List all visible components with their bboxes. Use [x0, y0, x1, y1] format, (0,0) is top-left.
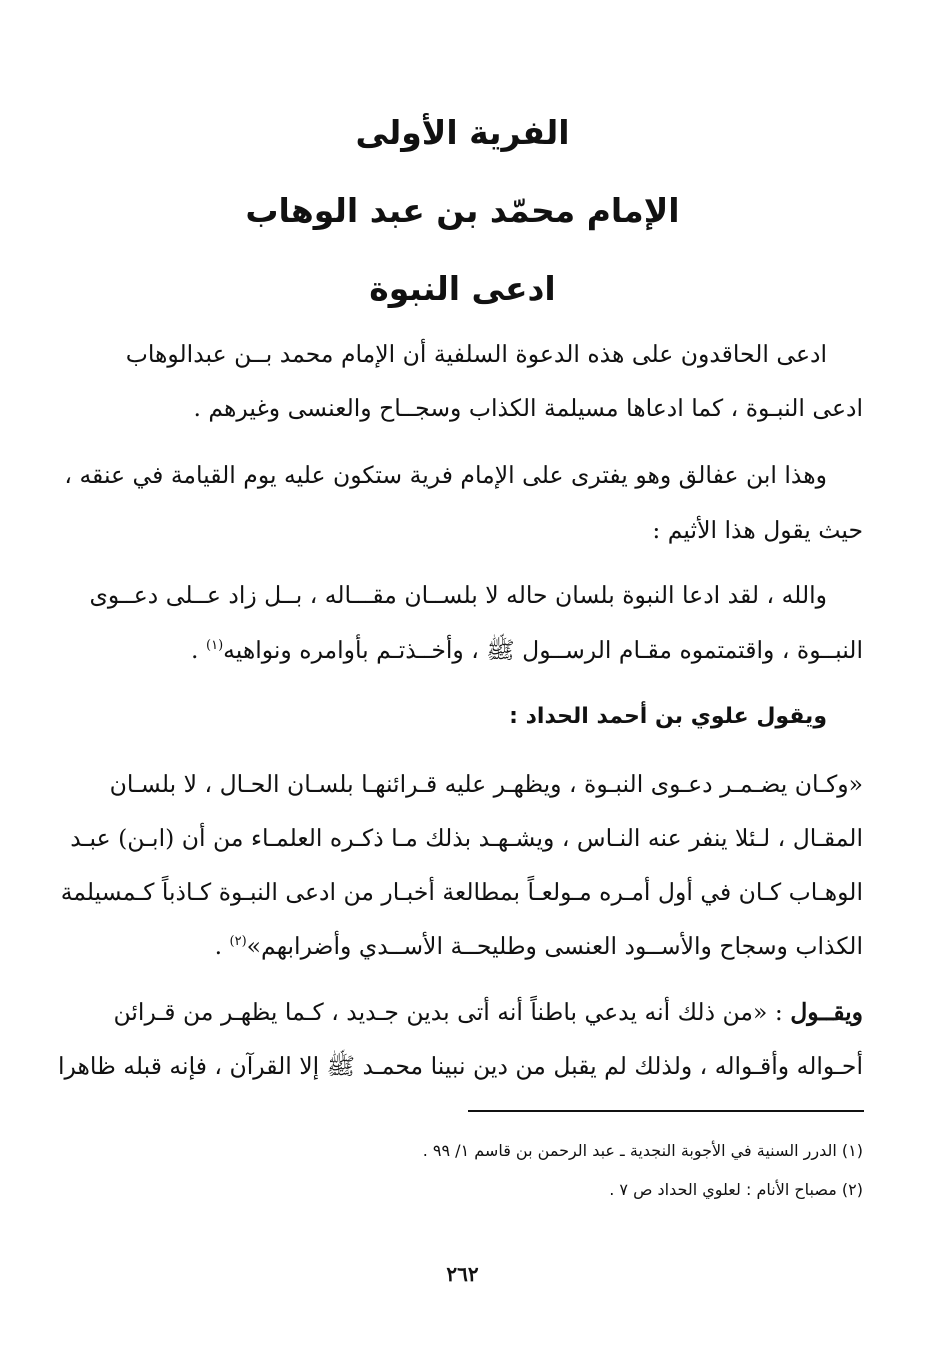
punctuation: . [214, 932, 230, 960]
chapter-subject: الإمام محمّد بن عبد الوهاب [245, 191, 680, 230]
quote-line: الوهـاب كـان في أول أمـره مـولعـاً بمطالعة أخبـار من ادعى النبـوة كـاذباً كـمسيلمة [60, 878, 863, 906]
quote-line [70, 630, 863, 670]
footnote-ref: (٢) [229, 934, 247, 950]
chapter-title: الفرية الأولى [355, 113, 570, 152]
body-line: وهذا ابن عفالق وهو يفترى على الإمام فرية ستكون عليه يوم القيامة في عنقه ، [64, 461, 827, 489]
footnote-divider [468, 1110, 864, 1112]
body-line: ادعى النبـوة ، كما ادعاها مسيلمة الكذاب وسجــاح والعنسى وغيرهم . [193, 394, 863, 422]
quote-line: «وكـان يضـمـر دعـوى النبـوة ، ويظهـر عليه قـرائنهـا بلسـان الحـال ، لا بلسـان [109, 770, 863, 798]
footnote-ref: (١) [206, 638, 224, 654]
chapter-claim: ادعى النبوة [369, 269, 556, 308]
body-line: حيث يقول هذا الأثيم : [652, 516, 863, 544]
quote-line [70, 926, 863, 966]
quote-text: الكذاب وسجاح والأســود العنسى وطليحــة الأســدي وأضرابهم» [246, 932, 863, 960]
page-number: ٢٦٢ [446, 1262, 479, 1286]
quote-line: والله ، لقد ادعا النبوة بلسان حاله لا بلســان مقـــاله ، بــل زاد عــلى دعــوى [89, 581, 827, 609]
speaker-lead: ويقــول [790, 998, 863, 1026]
quote-line: أحـواله وأقـواله ، ولذلك لم يقبل من دين نبينا محمـد ﷺ إلا القرآن ، فإنه قبله ظاهرا [58, 1052, 863, 1080]
quote-line: المقـال ، لـئلا ينفر عنه النـاس ، ويشـهـد بذلك مـا ذكـره العلمـاء من أن (ابـن) عبـد [70, 824, 863, 852]
punctuation: . [191, 636, 206, 664]
footnote-2: (٢) مصباح الأنام : لعلوي الحداد ص ٧ . [609, 1180, 863, 1199]
footnote-1: (١) الدرر السنية في الأجوبة النجدية ـ عبد الرحمن بن قاسم ١/ ٩٩ . [422, 1141, 863, 1160]
quote-text: : «من ذلك أنه يدعي باطناً أنه أتى بدين جـديد ، كـما يظهـر من قـرائن [113, 998, 791, 1026]
quote-text: النبــوة ، واقتمتموه مقـام الرســول ﷺ ، وأخــذتـم بأوامره ونواهيه [223, 636, 863, 664]
speaker-line: ويقول علوي بن أحمد الحداد : [509, 704, 827, 729]
quote-line [70, 992, 863, 1032]
body-line: ادعى الحاقدون على هذه الدعوة السلفية أن الإمام محمد بــن عبدالوهاب [125, 340, 827, 368]
